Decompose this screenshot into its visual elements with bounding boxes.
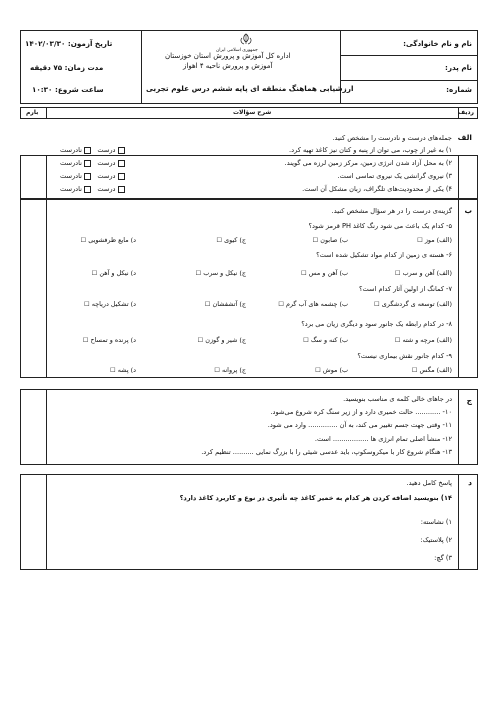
section-d-instruction: پاسخ کامل دهید. xyxy=(406,479,452,487)
fill-blank-12: ۱۲- منشأ اصلی تمام انرژی ها ................. است. xyxy=(314,435,452,443)
mc-5-option-d[interactable]: د) مایع ظرفشویی ☐ xyxy=(80,236,136,244)
mc-5-option-a[interactable]: (الف) موز ☐ xyxy=(417,236,452,244)
mc-8-option-a[interactable]: (الف) مرچه و شته ☐ xyxy=(394,336,452,344)
checkbox[interactable] xyxy=(118,186,125,193)
exam-duration: مدت زمان: ۷۵ دقیقه xyxy=(30,63,104,72)
section-b-letter: ب xyxy=(464,206,472,215)
exam-title: ارزشیابی هماهنگ منطقه ای پایه ششم درس علوم تجربی xyxy=(146,84,354,93)
tf-statement-2: ۲) به محل آزاد شدن انرژی زمین، مرکز زمین لرزه می گویند. xyxy=(284,159,452,167)
section-c-letter: ج xyxy=(466,396,472,405)
tf-options-4: درست نادرست xyxy=(60,185,125,193)
mc-question-5: ۵- کدام یک باعث می شود رنگ کاغذ PH قرمز شود؟ xyxy=(308,222,452,230)
mc-9-option-c[interactable]: ج) پروانه ☐ xyxy=(214,366,246,374)
fill-blank-13: ۱۳- هنگام شروع کار با میکروسکوپ، باید عدسی شیئی را با بزرگ نمایی .......... تنظیم کرد. xyxy=(201,448,452,456)
section-c-instruction: در جاهای خالی کلمه ی مناسب بنویسید. xyxy=(343,395,452,403)
mc-question-9: ۹- کدام جانور نقش بیماری نیست؟ xyxy=(357,352,452,360)
mc-8-option-c[interactable]: ج) شیر و گوزن ☐ xyxy=(197,336,246,344)
answer-part-3: ۳) گچ: xyxy=(434,554,452,562)
mc-7-option-b[interactable]: ب) چشمه های آب گرم ☐ xyxy=(278,300,348,308)
tf-options-2: درست نادرست xyxy=(60,159,125,167)
col-row: ردیف xyxy=(458,109,474,116)
field-seat-number: شماره: xyxy=(446,85,472,94)
checkbox[interactable] xyxy=(84,160,91,167)
checkbox[interactable] xyxy=(84,147,91,154)
org-line-1: اداره کل آموزش و پرورش استان خوزستان xyxy=(165,52,291,60)
col-questions: شرح سؤالات xyxy=(233,109,272,116)
mc-9-option-a[interactable]: (الف) مگس ☐ xyxy=(411,366,452,374)
checkbox[interactable] xyxy=(118,173,125,180)
checkbox[interactable] xyxy=(118,147,125,154)
mc-8-option-d[interactable]: د) پرنده و تمساح ☐ xyxy=(82,336,136,344)
mc-5-option-c[interactable]: ج) کیوی ☐ xyxy=(216,236,246,244)
org-line-2: آموزش و پرورش ناحیه ۴ اهواز xyxy=(183,62,273,70)
mc-7-option-c[interactable]: ج) آتشفشان ☐ xyxy=(204,300,246,308)
mc-7-option-a[interactable]: (الف) توسعه ی گردشگری ☐ xyxy=(374,300,452,308)
mc-question-7: ۷- کمانگ از اولین آثار کدام است؟ xyxy=(359,285,452,293)
checkbox[interactable] xyxy=(84,186,91,193)
section-d-letter: د xyxy=(468,478,472,487)
exam-date: تاریخ آزمون: ۱۴۰۲/۰۳/۳۰ xyxy=(25,39,113,48)
question-14: ۱۴) بنویسید اضافه کردن هر کدام به خمیر کاغذ چه تأثیری در نوع و کاربرد کاغذ دارد؟ xyxy=(179,494,452,502)
mc-6-option-b[interactable]: ب) آهن و مس ☐ xyxy=(300,269,348,277)
mc-question-8: ۸- در کدام رابطه یک جانور سود و دیگری زیان می برد؟ xyxy=(301,320,452,328)
col-score: بارم xyxy=(26,109,39,116)
mc-9-option-b[interactable]: ب) موش ☐ xyxy=(315,366,348,374)
section-b-instruction: گزینه‌ی درست را در هر سؤال مشخص کنید. xyxy=(331,207,452,215)
section-a-instruction: جمله‌های درست و نادرست را مشخص کنید. xyxy=(332,134,452,142)
tf-options-1: درست نادرست xyxy=(60,146,125,154)
emblem-logo xyxy=(235,33,257,47)
checkbox[interactable] xyxy=(118,160,125,167)
mc-6-option-c[interactable]: ج) نیکل و سرب ☐ xyxy=(195,269,246,277)
mc-8-option-b[interactable]: ب) کنه و سگ ☐ xyxy=(303,336,348,344)
field-full-name: نام و نام خانوادگی: xyxy=(403,39,472,48)
fill-blank-11: ۱۱- وقتی جهت جسم تغییر می کند، به آن .............. وارد می شود. xyxy=(267,421,452,429)
checkbox[interactable] xyxy=(84,173,91,180)
mc-5-option-b[interactable]: ب) صابون ☐ xyxy=(312,236,348,244)
answer-part-2: ۲) پلاستیک: xyxy=(420,536,452,544)
mc-6-option-a[interactable]: (الف) آهن و سرب ☐ xyxy=(394,269,452,277)
start-time: ساعت شروع: ۱۰:۳۰ xyxy=(32,85,104,94)
mc-question-6: ۶- هسته ی زمین از کدام مواد تشکیل شده است؟ xyxy=(316,251,452,259)
field-father-name: نام پدر: xyxy=(444,63,472,72)
mc-6-option-d[interactable]: د) نیکل و آهن ☐ xyxy=(91,269,136,277)
tf-options-3: درست نادرست xyxy=(60,172,125,180)
fill-blank-10: ۱۰- ............ حالت خمیری دارد و از زیر سنگ کره شروع می‌شود. xyxy=(270,408,452,416)
section-a-letter: الف xyxy=(457,133,472,142)
section-d-frame xyxy=(20,474,478,570)
tf-statement-3: ۳) نیروی گرانشی یک نیروی تماسی است. xyxy=(337,172,452,180)
mc-9-option-d[interactable]: د) پشه ☐ xyxy=(109,366,136,374)
tf-statement-1: ۱) به غیر از چوب، می توان از پنبه و کتان نیز کاغذ تهیه کرد. xyxy=(289,146,452,154)
ministry-label: جمهوری اسلامی ایران xyxy=(216,48,258,53)
mc-7-option-d[interactable]: د) تشکیل دریاچه ☐ xyxy=(84,300,136,308)
answer-part-1: ۱) نشاسته: xyxy=(420,518,452,526)
tf-statement-4: ۴) یکی از محدودیت‌های تلگراف، زبان مشکل آن است. xyxy=(302,185,452,193)
